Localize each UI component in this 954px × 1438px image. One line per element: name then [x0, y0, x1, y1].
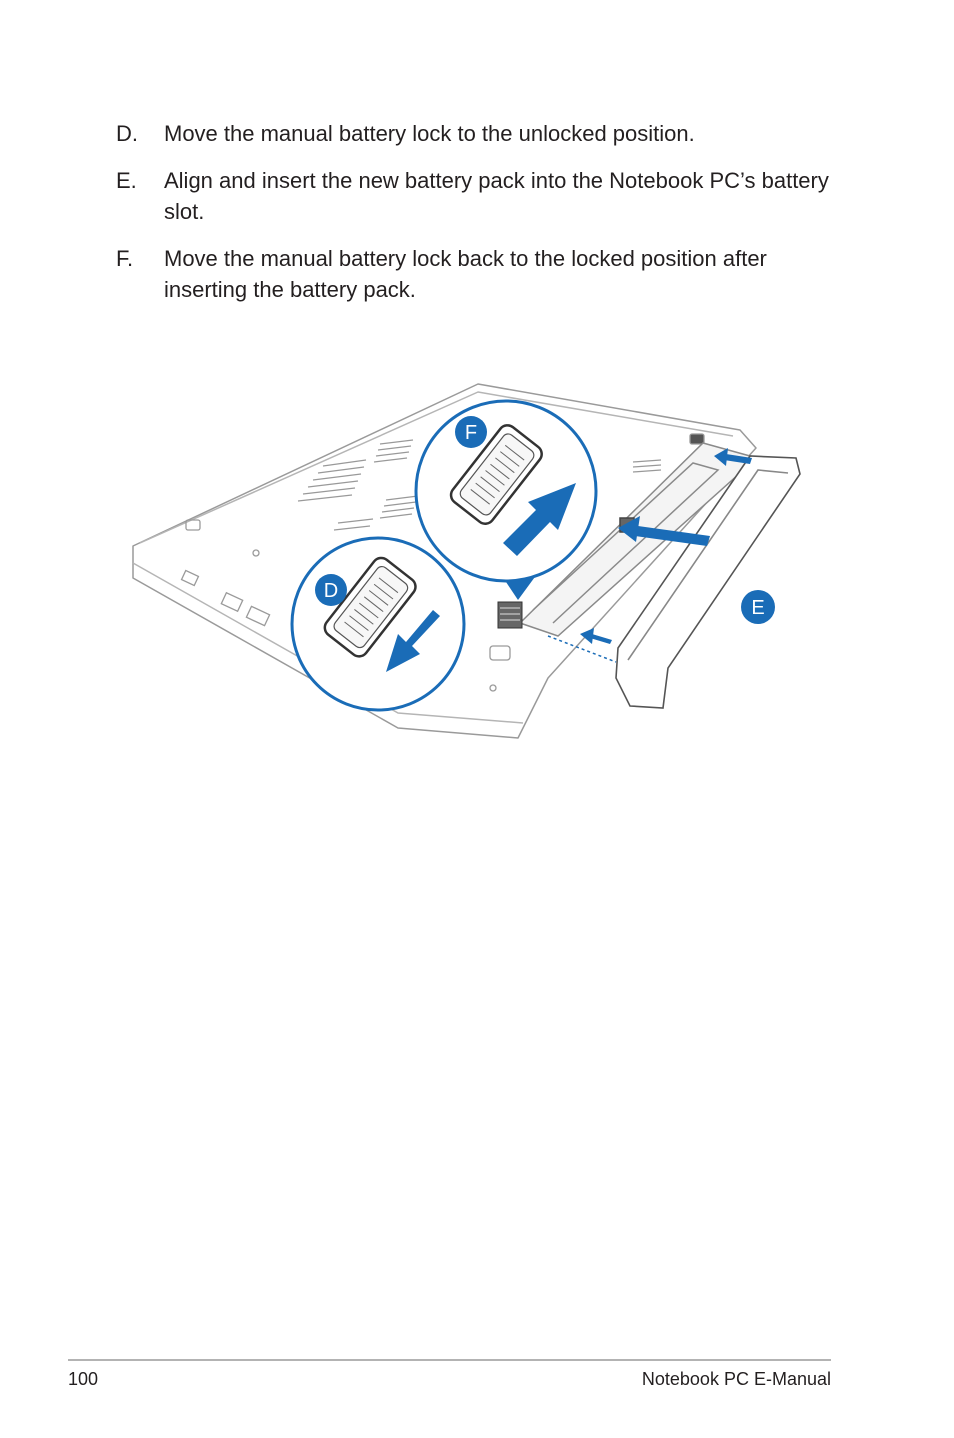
step-d	[116, 118, 836, 149]
magnifier-f	[416, 401, 596, 581]
instruction-list	[116, 118, 836, 321]
callout-e: E	[751, 597, 765, 619]
step-f	[116, 243, 836, 305]
step-text: Move the manual battery lock back to the locked position after inserting the battery pack.	[164, 246, 767, 302]
step-letter: D.	[116, 121, 138, 146]
callout-d: D	[323, 580, 339, 602]
page-number: 100	[68, 1369, 99, 1389]
step-text: Align and insert the new battery pack into the Notebook PC’s battery slot.	[164, 168, 829, 224]
step-letter: F.	[116, 246, 134, 271]
callout-f: F	[464, 422, 478, 444]
magnifier-d	[292, 538, 464, 710]
manual-title: Notebook PC E-Manual	[641, 1369, 831, 1389]
battery-lock-indicator	[498, 602, 522, 628]
step-e	[116, 165, 836, 227]
battery-install-illustration	[128, 378, 818, 743]
footer-divider	[68, 1359, 831, 1361]
step-letter: E.	[116, 168, 137, 193]
step-text: Move the manual battery lock to the unlocked position.	[164, 121, 695, 146]
